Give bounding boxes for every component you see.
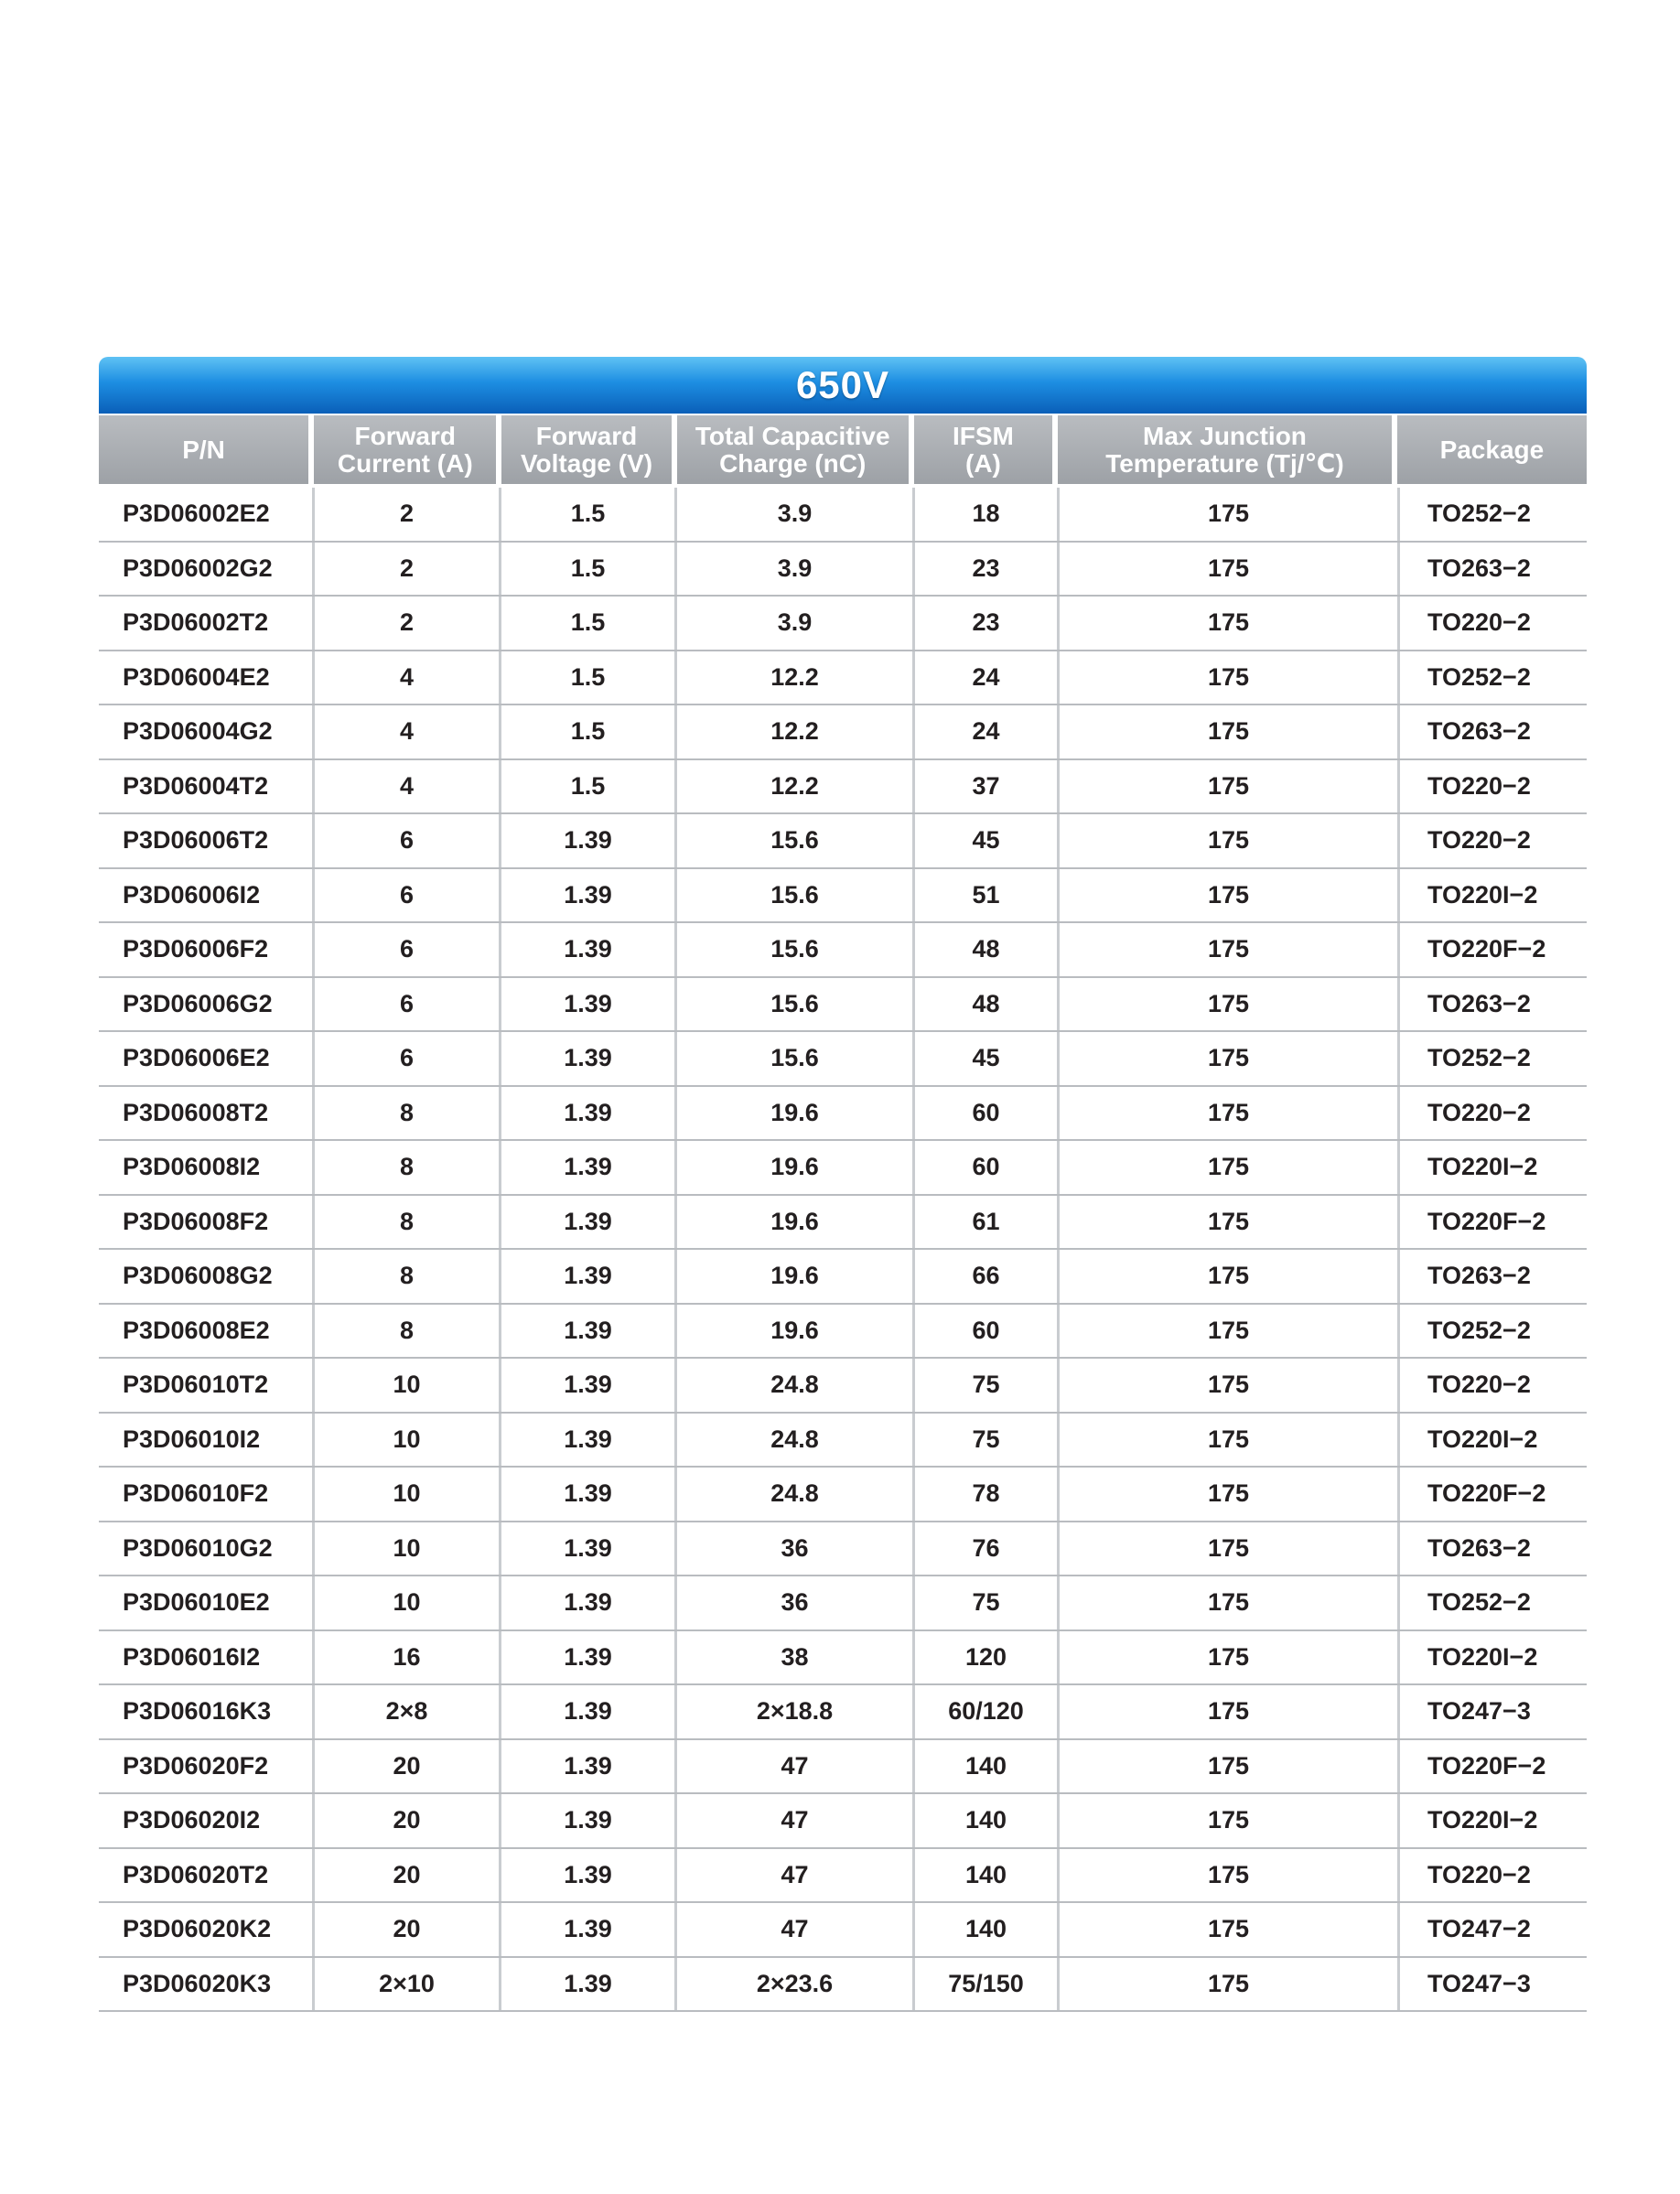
cell-part-number: P3D06002G2 — [99, 543, 315, 596]
cell-part-number: P3D06020K2 — [99, 1903, 315, 1956]
cell-forward-current: 2×10 — [315, 1958, 501, 2011]
cell-capacitive-charge: 24.8 — [677, 1359, 915, 1412]
cell-forward-voltage: 1.5 — [501, 705, 677, 758]
table-row — [99, 1196, 1587, 1251]
cell-capacitive-charge: 2×23.6 — [677, 1958, 915, 2011]
cell-max-junction-temp: 175 — [1060, 1740, 1400, 1793]
table-row — [99, 1141, 1587, 1196]
table-row — [99, 1576, 1587, 1631]
cell-capacitive-charge: 38 — [677, 1631, 915, 1684]
cell-max-junction-temp: 175 — [1060, 488, 1400, 541]
cell-forward-current: 10 — [315, 1468, 501, 1521]
cell-ifsm: 76 — [915, 1522, 1060, 1576]
cell-ifsm: 120 — [915, 1631, 1060, 1684]
cell-max-junction-temp: 175 — [1060, 543, 1400, 596]
cell-package: TO220I−2 — [1427, 1153, 1538, 1181]
cell-forward-voltage: 1.5 — [501, 543, 677, 596]
cell-ifsm: 140 — [915, 1903, 1060, 1956]
cell-capacitive-charge: 19.6 — [677, 1087, 915, 1140]
table-row — [99, 1685, 1587, 1740]
cell-max-junction-temp: 175 — [1060, 978, 1400, 1031]
cell-ifsm: 140 — [915, 1740, 1060, 1793]
cell-part-number: P3D06008E2 — [99, 1305, 315, 1358]
cell-ifsm: 37 — [915, 760, 1060, 813]
cell-forward-voltage: 1.39 — [501, 1087, 677, 1140]
cell-capacitive-charge: 3.9 — [677, 488, 915, 541]
table-row — [99, 1631, 1587, 1686]
cell-part-number: P3D06020T2 — [99, 1849, 315, 1902]
cell-ifsm: 60/120 — [915, 1685, 1060, 1738]
table-row — [99, 1903, 1587, 1958]
cell-max-junction-temp: 175 — [1060, 1522, 1400, 1576]
cell-package: TO263−2 — [1427, 1262, 1531, 1290]
cell-part-number: P3D06020F2 — [99, 1740, 315, 1793]
cell-forward-current: 16 — [315, 1631, 501, 1684]
cell-forward-current: 8 — [315, 1196, 501, 1249]
cell-max-junction-temp: 175 — [1060, 1196, 1400, 1249]
cell-capacitive-charge: 19.6 — [677, 1196, 915, 1249]
cell-max-junction-temp: 175 — [1060, 1141, 1400, 1194]
cell-part-number: P3D06008G2 — [99, 1250, 315, 1303]
cell-max-junction-temp: 175 — [1060, 597, 1400, 650]
cell-capacitive-charge: 19.6 — [677, 1250, 915, 1303]
cell-part-number: P3D06020K3 — [99, 1958, 315, 2011]
cell-package: TO220I−2 — [1427, 880, 1538, 909]
cell-part-number: P3D06006E2 — [99, 1032, 315, 1085]
cell-forward-voltage: 1.39 — [501, 1903, 677, 1956]
table-row — [99, 1958, 1587, 2013]
cell-forward-current: 2 — [315, 488, 501, 541]
table-row — [99, 1849, 1587, 1904]
table-row — [99, 814, 1587, 869]
cell-package: TO252−2 — [1427, 1316, 1531, 1344]
cell-package: TO220F−2 — [1427, 935, 1546, 963]
cell-capacitive-charge: 3.9 — [677, 597, 915, 650]
cell-ifsm: 78 — [915, 1468, 1060, 1521]
cell-max-junction-temp: 175 — [1060, 814, 1400, 867]
cell-ifsm: 66 — [915, 1250, 1060, 1303]
cell-package: TO220F−2 — [1427, 1751, 1546, 1780]
cell-forward-voltage: 1.39 — [501, 1522, 677, 1576]
cell-capacitive-charge: 15.6 — [677, 978, 915, 1031]
cell-ifsm: 60 — [915, 1141, 1060, 1194]
table-row — [99, 760, 1587, 815]
cell-max-junction-temp: 175 — [1060, 1250, 1400, 1303]
cell-capacitive-charge: 47 — [677, 1740, 915, 1793]
cell-ifsm: 23 — [915, 597, 1060, 650]
cell-max-junction-temp: 175 — [1060, 1305, 1400, 1358]
product-table — [99, 357, 1587, 2012]
cell-package: TO263−2 — [1427, 1533, 1531, 1562]
cell-capacitive-charge: 15.6 — [677, 869, 915, 922]
cell-max-junction-temp: 175 — [1060, 651, 1400, 704]
cell-forward-current: 20 — [315, 1903, 501, 1956]
cell-forward-voltage: 1.39 — [501, 1685, 677, 1738]
cell-package: TO263−2 — [1427, 554, 1531, 582]
cell-package: TO247−3 — [1427, 1697, 1531, 1726]
cell-capacitive-charge: 36 — [677, 1576, 915, 1629]
cell-part-number: P3D06020I2 — [99, 1794, 315, 1847]
cell-forward-voltage: 1.39 — [501, 978, 677, 1031]
cell-capacitive-charge: 47 — [677, 1794, 915, 1847]
cell-ifsm: 140 — [915, 1849, 1060, 1902]
cell-ifsm: 48 — [915, 978, 1060, 1031]
cell-max-junction-temp: 175 — [1060, 1849, 1400, 1902]
cell-package: TO220−2 — [1427, 826, 1531, 855]
table-row — [99, 1468, 1587, 1522]
cell-ifsm: 75/150 — [915, 1958, 1060, 2011]
cell-forward-voltage: 1.39 — [501, 1414, 677, 1467]
cell-part-number: P3D06010G2 — [99, 1522, 315, 1576]
cell-package: TO220I−2 — [1427, 1425, 1538, 1453]
cell-ifsm: 60 — [915, 1305, 1060, 1358]
header-forward-current: Forward Current (A) — [314, 415, 496, 484]
cell-capacitive-charge: 36 — [677, 1522, 915, 1576]
cell-part-number: P3D06004E2 — [99, 651, 315, 704]
cell-package: TO220F−2 — [1427, 1479, 1546, 1508]
cell-part-number: P3D06002T2 — [99, 597, 315, 650]
cell-forward-voltage: 1.5 — [501, 488, 677, 541]
cell-forward-current: 2 — [315, 597, 501, 650]
cell-package: TO252−2 — [1427, 500, 1531, 528]
table-header — [99, 415, 1587, 484]
cell-package: TO247−3 — [1427, 1969, 1531, 1997]
cell-part-number: P3D06010F2 — [99, 1468, 315, 1521]
cell-max-junction-temp: 175 — [1060, 1958, 1400, 2011]
cell-package: TO220I−2 — [1427, 1806, 1538, 1834]
cell-max-junction-temp: 175 — [1060, 1468, 1400, 1521]
table-body — [99, 488, 1587, 2012]
cell-ifsm: 75 — [915, 1359, 1060, 1412]
cell-part-number: P3D06016K3 — [99, 1685, 315, 1738]
table-row — [99, 923, 1587, 978]
cell-max-junction-temp: 175 — [1060, 923, 1400, 976]
cell-part-number: P3D06006I2 — [99, 869, 315, 922]
cell-max-junction-temp: 175 — [1060, 1087, 1400, 1140]
cell-forward-current: 8 — [315, 1087, 501, 1140]
cell-ifsm: 45 — [915, 814, 1060, 867]
cell-ifsm: 75 — [915, 1576, 1060, 1629]
cell-forward-current: 10 — [315, 1359, 501, 1412]
cell-forward-current: 6 — [315, 978, 501, 1031]
cell-package: TO263−2 — [1427, 717, 1531, 746]
cell-part-number: P3D06008F2 — [99, 1196, 315, 1249]
cell-part-number: P3D06002E2 — [99, 488, 315, 541]
table-row — [99, 705, 1587, 760]
cell-max-junction-temp: 175 — [1060, 760, 1400, 813]
cell-forward-current: 8 — [315, 1141, 501, 1194]
cell-forward-current: 2×8 — [315, 1685, 501, 1738]
cell-forward-current: 6 — [315, 869, 501, 922]
header-forward-voltage: Forward Voltage (V) — [501, 415, 671, 484]
table-row — [99, 1359, 1587, 1414]
cell-forward-voltage: 1.39 — [501, 1032, 677, 1085]
cell-part-number: P3D06004G2 — [99, 705, 315, 758]
cell-forward-voltage: 1.39 — [501, 869, 677, 922]
cell-forward-voltage: 1.5 — [501, 597, 677, 650]
cell-ifsm: 24 — [915, 705, 1060, 758]
voltage-title-bar — [99, 357, 1587, 414]
table-row — [99, 597, 1587, 651]
header-max-junction-temp: Max Junction Temperature (Tj/℃) — [1058, 415, 1392, 484]
cell-forward-current: 6 — [315, 1032, 501, 1085]
cell-forward-voltage: 1.39 — [501, 1958, 677, 2011]
cell-forward-voltage: 1.39 — [501, 1468, 677, 1521]
cell-forward-current: 2 — [315, 543, 501, 596]
cell-package: TO247−2 — [1427, 1915, 1531, 1943]
cell-package: TO263−2 — [1427, 989, 1531, 1017]
cell-max-junction-temp: 175 — [1060, 1576, 1400, 1629]
cell-package: TO220I−2 — [1427, 1642, 1538, 1671]
cell-forward-current: 6 — [315, 814, 501, 867]
cell-forward-current: 8 — [315, 1305, 501, 1358]
cell-package: TO220−2 — [1427, 1860, 1531, 1888]
cell-max-junction-temp: 175 — [1060, 1032, 1400, 1085]
header-package: Package — [1397, 415, 1587, 484]
cell-package: TO220−2 — [1427, 608, 1531, 637]
cell-max-junction-temp: 175 — [1060, 1685, 1400, 1738]
table-row — [99, 1794, 1587, 1849]
cell-part-number: P3D06010T2 — [99, 1359, 315, 1412]
cell-forward-voltage: 1.39 — [501, 1849, 677, 1902]
cell-part-number: P3D06006F2 — [99, 923, 315, 976]
cell-capacitive-charge: 24.8 — [677, 1468, 915, 1521]
header-ifsm: IFSM (A) — [914, 415, 1052, 484]
cell-forward-current: 20 — [315, 1794, 501, 1847]
cell-forward-voltage: 1.39 — [501, 1305, 677, 1358]
cell-forward-current: 4 — [315, 651, 501, 704]
cell-forward-voltage: 1.39 — [501, 1794, 677, 1847]
table-row — [99, 1305, 1587, 1360]
cell-forward-current: 4 — [315, 705, 501, 758]
cell-forward-current: 8 — [315, 1250, 501, 1303]
cell-ifsm: 45 — [915, 1032, 1060, 1085]
cell-capacitive-charge: 12.2 — [677, 651, 915, 704]
cell-capacitive-charge: 15.6 — [677, 1032, 915, 1085]
cell-ifsm: 48 — [915, 923, 1060, 976]
cell-capacitive-charge: 3.9 — [677, 543, 915, 596]
cell-forward-current: 4 — [315, 760, 501, 813]
cell-forward-voltage: 1.5 — [501, 760, 677, 813]
cell-capacitive-charge: 15.6 — [677, 923, 915, 976]
cell-forward-voltage: 1.39 — [501, 1576, 677, 1629]
cell-capacitive-charge: 19.6 — [677, 1141, 915, 1194]
cell-forward-voltage: 1.39 — [501, 1631, 677, 1684]
cell-part-number: P3D06008T2 — [99, 1087, 315, 1140]
cell-capacitive-charge: 12.2 — [677, 705, 915, 758]
cell-forward-current: 10 — [315, 1576, 501, 1629]
cell-part-number: P3D06006G2 — [99, 978, 315, 1031]
cell-forward-voltage: 1.39 — [501, 1359, 677, 1412]
cell-capacitive-charge: 15.6 — [677, 814, 915, 867]
cell-ifsm: 60 — [915, 1087, 1060, 1140]
cell-capacitive-charge: 19.6 — [677, 1305, 915, 1358]
cell-max-junction-temp: 175 — [1060, 705, 1400, 758]
cell-package: TO252−2 — [1427, 1588, 1531, 1617]
cell-forward-current: 20 — [315, 1740, 501, 1793]
cell-part-number: P3D06006T2 — [99, 814, 315, 867]
cell-forward-voltage: 1.39 — [501, 1196, 677, 1249]
cell-package: TO252−2 — [1427, 1044, 1531, 1072]
cell-ifsm: 18 — [915, 488, 1060, 541]
cell-forward-voltage: 1.39 — [501, 1141, 677, 1194]
cell-package: TO220−2 — [1427, 1098, 1531, 1126]
cell-max-junction-temp: 175 — [1060, 1794, 1400, 1847]
cell-capacitive-charge: 24.8 — [677, 1414, 915, 1467]
cell-max-junction-temp: 175 — [1060, 1903, 1400, 1956]
cell-package: TO252−2 — [1427, 662, 1531, 691]
cell-part-number: P3D06004T2 — [99, 760, 315, 813]
table-row — [99, 1087, 1587, 1142]
cell-capacitive-charge: 47 — [677, 1849, 915, 1902]
cell-ifsm: 140 — [915, 1794, 1060, 1847]
cell-ifsm: 51 — [915, 869, 1060, 922]
cell-forward-voltage: 1.39 — [501, 923, 677, 976]
cell-ifsm: 23 — [915, 543, 1060, 596]
cell-ifsm: 75 — [915, 1414, 1060, 1467]
cell-capacitive-charge: 47 — [677, 1903, 915, 1956]
header-part-number: P/N — [99, 415, 308, 484]
cell-capacitive-charge: 12.2 — [677, 760, 915, 813]
cell-forward-current: 20 — [315, 1849, 501, 1902]
cell-forward-current: 6 — [315, 923, 501, 976]
table-row — [99, 1414, 1587, 1468]
table-row — [99, 1032, 1587, 1087]
cell-package: TO220F−2 — [1427, 1207, 1546, 1235]
voltage-title: 650V — [795, 363, 890, 406]
table-row — [99, 1250, 1587, 1305]
cell-forward-voltage: 1.39 — [501, 1740, 677, 1793]
cell-max-junction-temp: 175 — [1060, 869, 1400, 922]
cell-forward-voltage: 1.5 — [501, 651, 677, 704]
cell-ifsm: 61 — [915, 1196, 1060, 1249]
header-capacitive-charge: Total Capacitive Charge (nC) — [677, 415, 909, 484]
cell-part-number: P3D06016I2 — [99, 1631, 315, 1684]
cell-part-number: P3D06010I2 — [99, 1414, 315, 1467]
cell-max-junction-temp: 175 — [1060, 1631, 1400, 1684]
table-row — [99, 978, 1587, 1033]
cell-forward-voltage: 1.39 — [501, 814, 677, 867]
cell-part-number: P3D06008I2 — [99, 1141, 315, 1194]
cell-forward-current: 10 — [315, 1522, 501, 1576]
table-row — [99, 1740, 1587, 1795]
cell-forward-current: 10 — [315, 1414, 501, 1467]
table-row — [99, 1522, 1587, 1577]
table-row — [99, 651, 1587, 706]
table-row — [99, 543, 1587, 597]
cell-package: TO220−2 — [1427, 771, 1531, 800]
cell-ifsm: 24 — [915, 651, 1060, 704]
table-row — [99, 488, 1587, 543]
cell-part-number: P3D06010E2 — [99, 1576, 315, 1629]
cell-max-junction-temp: 175 — [1060, 1359, 1400, 1412]
table-row — [99, 869, 1587, 924]
cell-max-junction-temp: 175 — [1060, 1414, 1400, 1467]
cell-package: TO220−2 — [1427, 1371, 1531, 1399]
cell-forward-voltage: 1.39 — [501, 1250, 677, 1303]
cell-capacitive-charge: 2×18.8 — [677, 1685, 915, 1738]
